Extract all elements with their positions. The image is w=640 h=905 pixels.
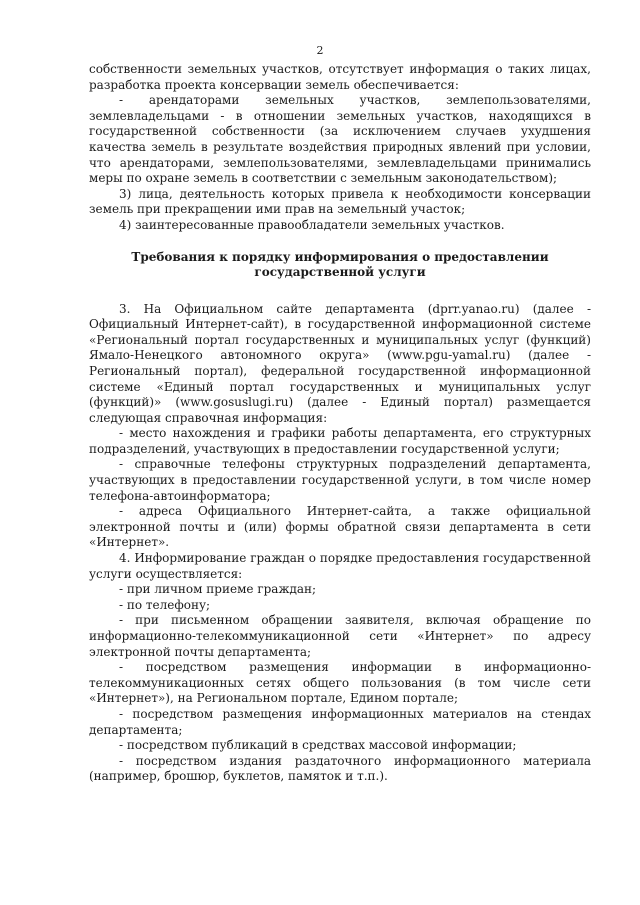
body-paragraph: - справочные телефоны структурных подразделений департамента, участвующих в предоставлении государственной услуги, в том числе номер телефона-автоинформатора; (89, 457, 591, 503)
document-body (89, 62, 591, 785)
intro-paragraph: 4) заинтересованные правообладатели земельных участков. (119, 217, 505, 232)
intro-paragraph: 3) лица, деятельность которых привела к необходимости консервации земель при прекращении ими прав на земельный участок; (89, 186, 591, 217)
body-paragraph: - адреса Официального Интернет-сайта, а также официальной электронной почты и (или) формы обратной связи департамента в сети «Интернет». (89, 504, 591, 550)
body-paragraph: - место нахождения и графики работы департамента, его структурных подразделений, участвующих в предоставлении государственной услуги; (89, 426, 591, 456)
body-paragraph: - при личном приеме граждан; (119, 582, 317, 597)
section-heading: Требования к порядку информирования о предоставлении государственной услуги (131, 249, 549, 279)
body-paragraph: - посредством размещения информационных материалов на стендах департамента; (89, 706, 591, 737)
body-paragraph: 4. Информирование граждан о порядке предоставления государственной услуги осуществляется: (89, 551, 591, 581)
body-paragraph: - посредством издания раздаточного информационного материала (например, брошюр, буклетов, памяток и т.п.). (89, 753, 591, 784)
body-paragraph: - посредством публикаций в средствах массовой информации; (119, 738, 517, 753)
intro-paragraph: собственности земельных участков, отсутствует информация о таких лицах, разработка проекта консервации земель обеспечивается: (89, 62, 591, 92)
page-number: 2 (316, 44, 324, 57)
body-paragraph: 3. На Официальном сайте департамента (dprr.yanao.ru) (далее - Официальный Интернет-сайт), в государственной информационной системе «Региональный портал государственных и муниципальных услуг (функций) Ямало-Ненецкого автономного округа» (www.pgu-yamal.ru) (далее - Региональный портал), федеральной государственной информационной системе «Единый портал государственных и муниципальных услуг (функций)» (www.gosuslugi.ru) (далее - Единый портал) размещается следующая справочная информация: (89, 301, 591, 425)
body-paragraph: - по телефону; (119, 597, 211, 612)
body-paragraph: - при письменном обращении заявителя, включая обращение по информационно-телекоммуникационной сети «Интернет» по адресу электронной почты департамента; (89, 613, 591, 659)
intro-paragraph: - арендаторами земельных участков, землепользователями, землевладельцами - в отношении земельных участков, находящихся в государственной собственности (за исключением случаев ухудшения качества земель в результате воздействия природных явлений при условии, что арендаторами, землепользователями, землевладельцами принимались меры по охране земель в соответствии с земельным законодательством); (89, 93, 591, 186)
body-paragraph: - посредством размещения информации в информационно-телекоммуникационных сетях общего пользования (в том числе сети «Интернет»), на Региональном портале, Едином портале; (89, 660, 591, 706)
